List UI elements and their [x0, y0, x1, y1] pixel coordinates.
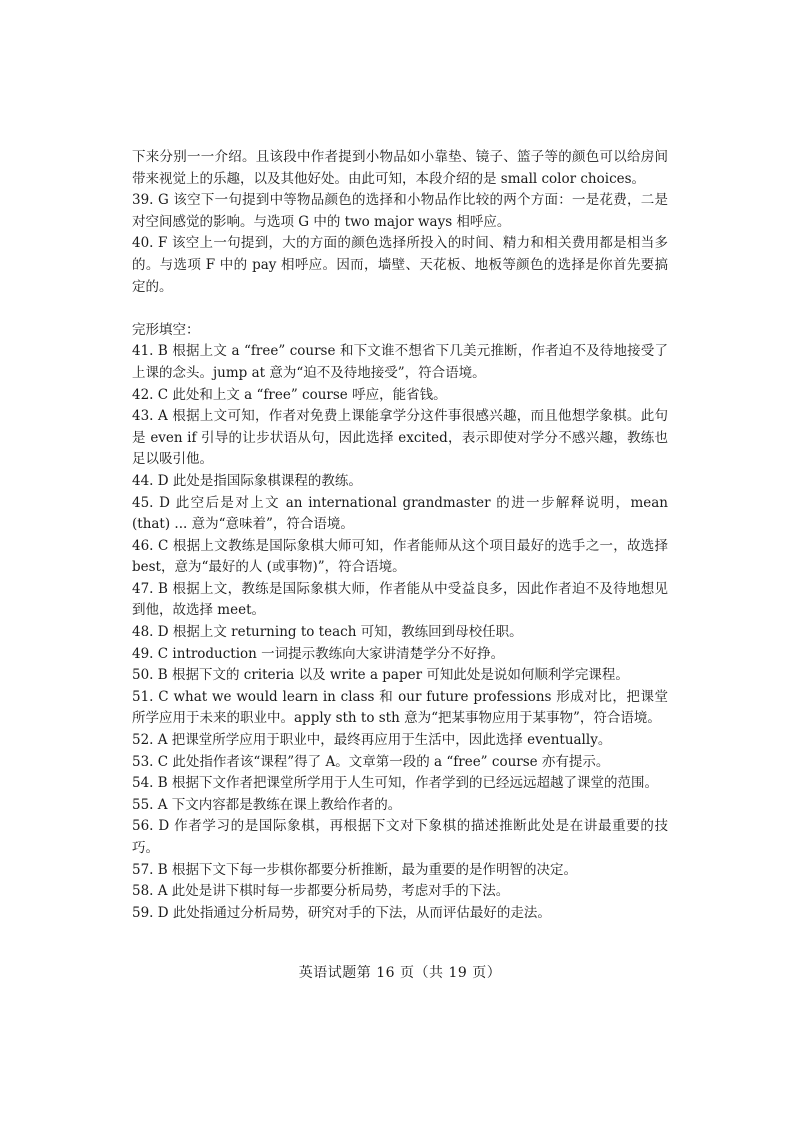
answer-46: 46. C 根据上文教练是国际象棋大师可知，作者能师从这个项目最好的选手之一，故选择 best，意为“最好的人 (或事物)”，符合语境。 — [132, 537, 668, 576]
answer-41: 41. B 根据上文 a “free” course 和下文谁不想省下几美元推断，作者迫不及待地接受了上课的念头。jump at 意为“迫不及待地接受”，符合语境。 — [132, 343, 668, 381]
answer-40: 40. F 该空上一句提到，大的方面的颜色选择所投入的时间、精力和相关费用都是相当多的。与选项 F 中的 pay 相呼应。因而，墙壁、天花板、地板等颜色的选择是你首先要搞定的。 — [132, 235, 668, 295]
answer-51: 51. C what we would learn in class 和 our future professions 形成对比，把课堂所学应用于未来的职业中。apply sth to sth 意为“把某事物应用于某事物”，符合语境。 — [132, 688, 668, 727]
answer-47: 47. B 根据上文，教练是国际象棋大师，作者能从中受益良多，因此作者迫不及待地想见到他，故选择 meet。 — [132, 580, 668, 619]
answer-55: 55. A 下文内容都是教练在课上教给作者的。 — [132, 796, 402, 813]
answer-49: 49. C introduction 一词提示教练向大家讲清楚学分不好挣。 — [132, 645, 505, 662]
page-footer: 英语试题第 16 页（共 19 页） — [298, 965, 502, 981]
answer-58: 58. A 此处是讲下棋时每一步都要分析局势，考虑对手的下法。 — [132, 883, 510, 900]
spacer — [132, 298, 668, 320]
answer-44: 44. D 此处是指国际象棋课程的教练。 — [132, 472, 362, 489]
answer-43: 43. A 根据上文可知，作者对免费上课能拿学分这件事很感兴趣，而且他想学象棋。此句是 even if 引导的让步状语从句，因此选择 excited，表示即使对学分不感兴趣，教练也足以吸引他。 — [132, 408, 668, 468]
answer-42: 42. C 此处和上文 a “free” course 呼应，能省钱。 — [132, 386, 447, 403]
answer-54: 54. B 根据下文作者把课堂所学用于人生可知，作者学到的已经远远超越了课堂的范围。 — [132, 775, 658, 792]
answer-45: 45. D 此空后是对上文 an international grandmaster 的进一步解释说明，mean (that) ... 意为“意味着”，符合语境。 — [132, 494, 668, 533]
answer-57: 57. B 根据下文下每一步棋你都要分析推断，最为重要的是作明智的决定。 — [132, 861, 577, 878]
section-title-cloze: 完形填空： — [132, 321, 200, 338]
intro-paragraph: 下来分别一一介绍。且该段中作者提到小物品如小靠垫、镜子、篮子等的颜色可以给房间带来视觉上的乐趣，以及其他好处。由此可知，本段介绍的是 small color choices。 — [132, 149, 668, 187]
answer-59: 59. D 此处指通过分析局势，研究对手的下法，从而评估最好的走法。 — [132, 904, 551, 921]
answer-56: 56. D 作者学习的是国际象棋，再根据下文对下象棋的描述推断此处是在讲最重要的技巧。 — [132, 818, 668, 856]
answer-50: 50. B 根据下文的 criteria 以及 write a paper 可知此处是说如何顺利学完课程。 — [132, 667, 629, 684]
answer-explanations — [132, 147, 668, 924]
answer-53: 53. C 此处指作者该“课程”得了 A。文章第一段的 a “free” course 亦有提示。 — [132, 753, 610, 770]
answer-52: 52. A 把课堂所学应用于职业中，最终再应用于生活中，因此选择 eventually。 — [132, 732, 612, 749]
answer-48: 48. D 根据上文 returning to teach 可知，教练回到母校任职。 — [132, 624, 523, 641]
answer-39: 39. G 该空下一句提到中等物品颜色的选择和小物品作比较的两个方面：一是花费，二是对空间感觉的影响。与选项 G 中的 two major ways 相呼应。 — [132, 192, 668, 230]
